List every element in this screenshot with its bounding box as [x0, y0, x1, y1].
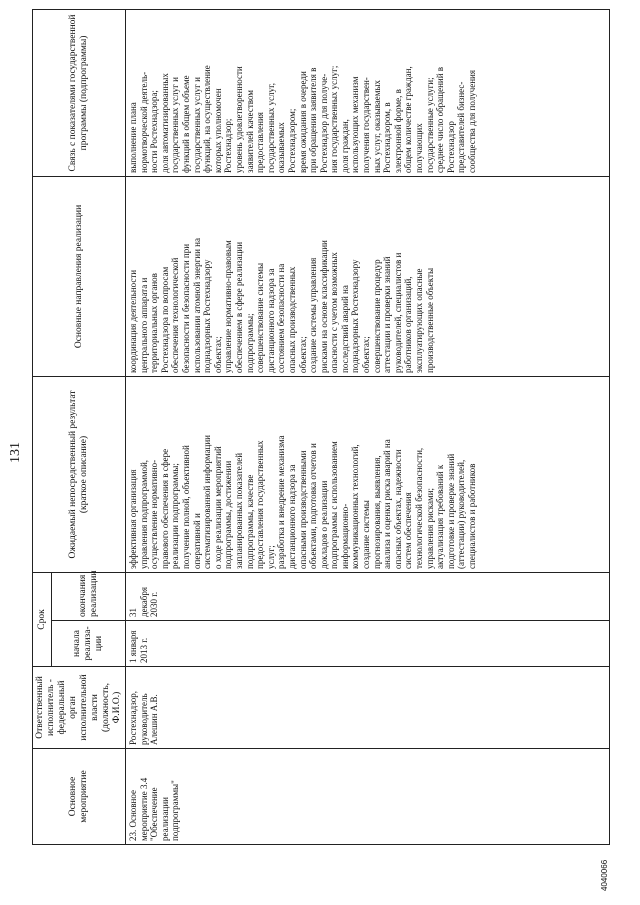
program-table: [32, 9, 610, 845]
header-link: Связь с показателями государственной программы (подпрограммы): [33, 9, 126, 176]
cell-end: 31 декабря 2030 г.: [126, 572, 610, 620]
header-result: Ожидаемый непосредственный результат (краткое описание): [33, 376, 126, 572]
header-directions: Основные направления реализации: [33, 176, 126, 376]
header-term-end: окончания реализации: [52, 572, 126, 620]
header-term: Срок: [33, 572, 52, 666]
table-row: [126, 9, 610, 844]
cell-link: выполнение плана нормотворческой деятель- ности Ростехнадзора; доля автоматизированных государственных услуг и функций в общем объеме государственных услуг и функций, на осуществление которых уполномочен Ростехнадзор; уровень удовлетворенности заявителей качеством предоставления государственных услуг, оказываемых Ростехнадзором; время ожидания в очереди при обращении заявителя в Ростехнадзор для получе- ния государственных услуг; доля граждан, использующих механизм получения государствен- ных услуг, оказываемых Ростехнадзором, в электронной форме, в общем количестве граждан, получающих государственные услуги; среднее число обращений в Ростехнадзор представителей бизнес- сообщества для получения: [126, 9, 610, 176]
row-number: 23.: [128, 829, 138, 841]
measure-text: Основное мероприятие 3.4 "Обеспечение реализации подпрограммы": [128, 777, 181, 841]
cell-measure: [126, 749, 610, 845]
header-term-start: начала реализа-ции: [52, 621, 126, 667]
footer-code: 4040066: [600, 859, 609, 891]
header-measure: Основное мероприятие: [33, 749, 126, 845]
cell-directions: координация деятельности центрального аппарата и территориальных органов Ростехнадзора по вопросам обеспечения технологической безопасности и безопасности при использовании атомной энергии на поднадзорных Ростехнадзору объектах; управление нормативно-правовым обеспечением в сфере реализации подпрограммы; совершенствование системы дистанционного надзора за состоянием безопасности на опасных производственных объектах; создание системы управления рисками на основе классификации опасности с учетом возможных последствий аварий на поднадзорных Ростехнадзору объектах; совершенствование процедур аттестации и проверки знаний руководителей, специалистов и работников организаций, эксплуатирующих опасные производственные объекты: [126, 176, 610, 376]
page-number: 131: [8, 442, 23, 463]
cell-start: 1 января 2013 г.: [126, 621, 610, 667]
header-executor: Ответственный исполнитель - федеральный орган исполнительной власти (должность, Ф.И.О.): [33, 667, 126, 749]
cell-result: эффективная организация управления подпрограммой, осуществление нормативно- правового обеспечения в сфере реализации подпрограммы; получение полной, объективной оперативной и систематизированной информации о ходе реализации мероприятий подпрограммы, достижении запланированных показателей подпрограммы, качестве предоставления государственных услуг; разработка и внедрение механизма дистанционного надзора за опасными производственными объектами, подготовка отчетов и докладов о реализации подпрограммы с использованием информационно- коммуникационных технологий, создание системы прогнозирования, выявления, анализа и оценки риска аварий на опасных объектах, надежности систем обеспечения технологической безопасности, управления рисками; актуализация требований к подготовке и проверке знаний (аттестации) руководителей, специалистов и работников: [126, 376, 610, 572]
header-row-top: [33, 9, 52, 844]
cell-executor: Ростехнадзор, руководитель Алешин А.В.: [126, 667, 610, 749]
